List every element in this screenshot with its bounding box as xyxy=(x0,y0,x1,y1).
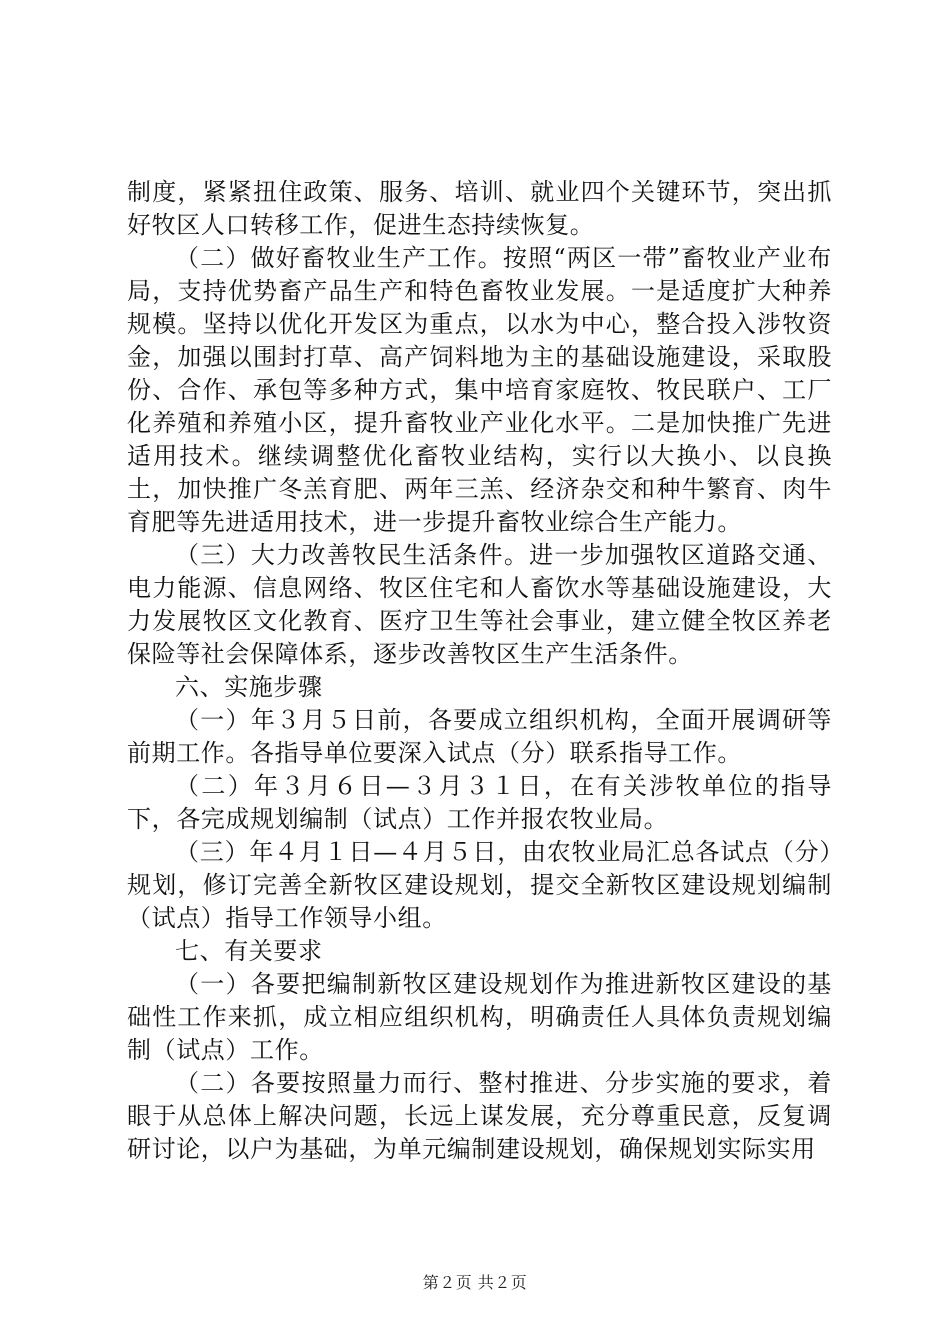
paragraph-living-conditions: （三）大力改善牧民生活条件。进一步加强牧区道路交通、电力能源、信息网络、牧区住宅和人畜饮水等基础设施建设，大力发展牧区文化教育、医疗卫生等社会事业，建立健全牧区养老保险等社会保障体系，逐步改善牧区生产生活条件。 xyxy=(127,541,832,668)
paragraph-continuation: 制度，紧紧扭住政策、服务、培训、就业四个关键环节，突出抓好牧区人口转移工作，促进生态持续恢复。 xyxy=(127,178,832,239)
paragraph-step-1: （一）年３月５日前，各要成立组织机构，全面开展调研等前期工作。各指导单位要深入试点（分）联系指导工作。 xyxy=(127,706,832,767)
paragraph-step-2: （二）年３月６日—３月３１日，在有关涉牧单位的指导下，各完成规划编制（试点）工作并报农牧业局。 xyxy=(127,772,832,833)
section-heading-steps: 六、实施步骤 xyxy=(175,673,323,701)
paragraph-livestock-production: （二）做好畜牧业生产工作。按照“两区一带”畜牧业产业布局，支持优势畜产品生产和特色畜牧业发展。一是适度扩大种养规模。坚持以优化开发区为重点，以水为中心，整合投入涉牧资金，加强以围封打草、高产饲料地为主的基础设施建设，采取股份、合作、承包等多种方式，集中培育家庭牧、牧民联户、工厂化养殖和养殖小区，提升畜牧业产业化水平。二是加快推广先进适用技术。继续调整优化畜牧业结构，实行以大换小、以良换土，加快推广冬羔育肥、两年三羔、经济杂交和种牛繁育、肉牛育肥等先进适用技术，进一步提升畜牧业综合生产能力。 xyxy=(127,244,832,536)
paragraph-requirement-2: （二）各要按照量力而行、整村推进、分步实施的要求，着眼于从总体上解决问题，长远上谋发展，充分尊重民意，反复调研讨论，以户为基础，为单元编制建设规划，确保规划实际实用 xyxy=(127,1069,832,1163)
page-number-label: 第２页 共２页 xyxy=(422,1273,528,1292)
paragraph-step-3: （三）年４月１日—４月５日，由农牧业局汇总各试点（分）规划，修订完善全新牧区建设规划，提交全新牧区建设规划编制（试点）指导工作领导小组。 xyxy=(127,838,832,932)
page-footer xyxy=(0,1270,950,1293)
document-body xyxy=(127,176,832,1166)
paragraph-requirement-1: （一）各要把编制新牧区建设规划作为推进新牧区建设的基础性工作来抓，成立相应组织机构，明确责任人具体负责规划编制（试点）工作。 xyxy=(127,970,832,1064)
section-heading-requirements: 七、有关要求 xyxy=(175,937,323,965)
